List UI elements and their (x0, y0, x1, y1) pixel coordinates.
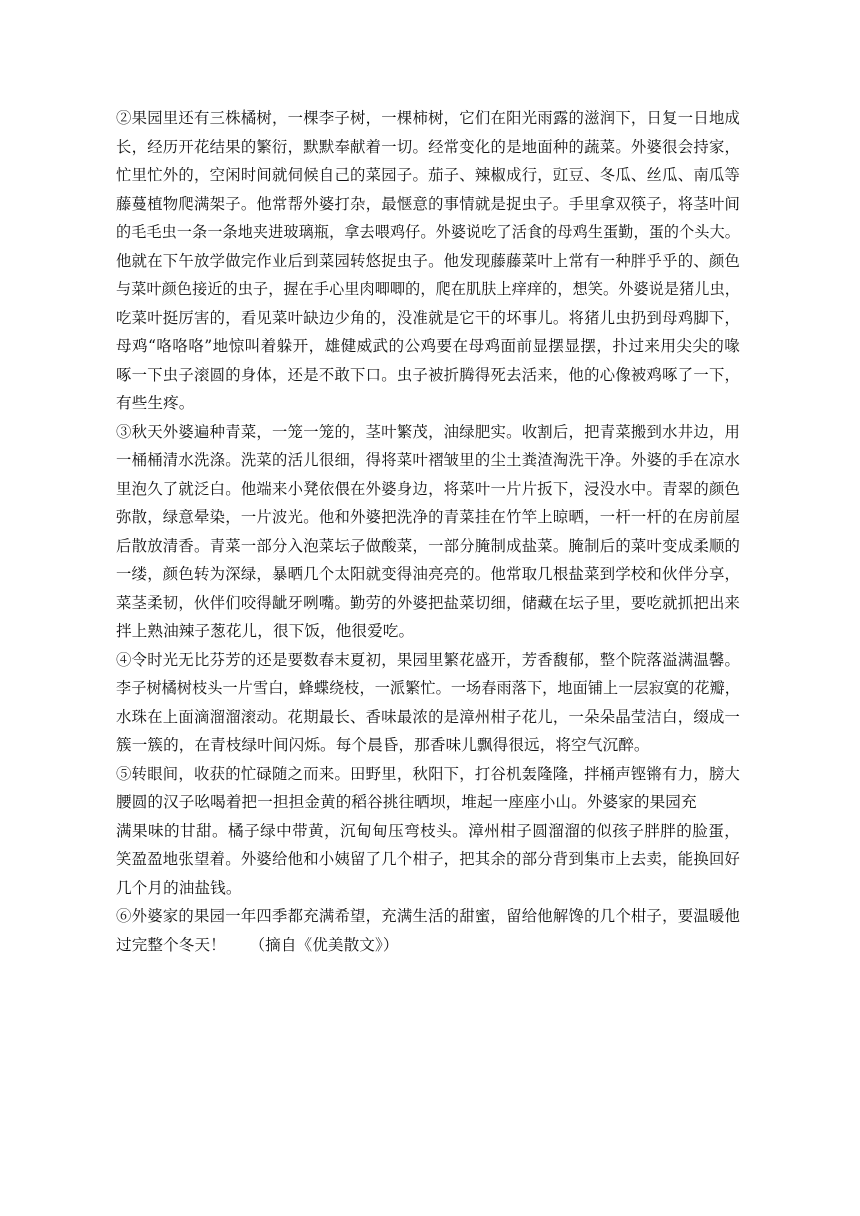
text-line: 水珠在上面滴溜溜滚动。花期最长、香味最浓的是漳州柑子花儿，一朵朵晶莹洁白，缀成一 (116, 707, 740, 726)
text-line: 忙里忙外的，空闲时间就伺候自己的菜园子。茄子、辣椒成行，豇豆、冬瓜、丝瓜、南瓜等 (116, 166, 740, 184)
paragraph-4 (116, 646, 740, 760)
text-line: 与菜叶颜色接近的虫子，握在手心里肉唧唧的，爬在肌肤上痒痒的，想笑。外婆说是猪儿虫， (116, 280, 740, 298)
text-line: 弥散，绿意晕染，一片波光。他和外婆把洗净的青菜挂在竹竿上晾晒，一杆一杆的在房前屋 (116, 508, 740, 526)
text-line: 有些生疼。 (116, 394, 195, 412)
paragraph-6 (116, 902, 740, 959)
text-line: 他就在下午放学做完作业后到菜园转悠捉虫子。他发现藤藤菜叶上常有一种胖乎乎的、颜色 (116, 251, 740, 270)
text-line: 吃菜叶挺厉害的，看见菜叶缺边少角的，没准就是它干的坏事儿。将猪儿虫扔到母鸡脚下， (116, 308, 740, 327)
text-line: 啄一下虫子滚圆的身体，还是不敢下口。虫子被折腾得死去活来，他的心像被鸡啄了一下， (116, 365, 740, 384)
text-line: ③秋天外婆遍种青菜，一笼一笼的，茎叶繁茂，油绿肥实。收割后，把青菜搬到水井边，用 (116, 422, 740, 441)
paragraph-2 (116, 104, 740, 418)
text-line: ②果园里还有三株橘树，一棵李子树，一棵柿树，它们在阳光雨露的滋润下，日复一日地成 (116, 109, 740, 127)
text-line: 后散放清香。青菜一部分入泡菜坛子做酸菜，一部分腌制成盐菜。腌制后的菜叶变成柔顺的 (116, 536, 740, 555)
text-line: 簇一簇的，在青枝绿叶间闪烁。每个晨昏，那香味儿飘得很远，将空气沉醉。 (116, 736, 650, 754)
text-line: 菜茎柔韧，伙伴们咬得龇牙咧嘴。勤劳的外婆把盐菜切细，储藏在坛子里，要吃就抓把出来 (116, 593, 740, 612)
source-citation-line: 过完整个冬天！ （摘自《优美散文》） (116, 935, 399, 954)
text-line: 满果味的甘甜。橘子绿中带黄，沉甸甸压弯枝头。漳州柑子圆溜溜的似孩子胖胖的脸蛋， (116, 821, 740, 840)
text-line: ⑥外婆家的果园一年四季都充满希望，充满生活的甜蜜，留给他解馋的几个柑子，要温暖他 (116, 907, 740, 925)
text-line: 笑盈盈地张望着。外婆给他和小姨留了几个柑子，把其余的部分背到集市上去卖，能换回好 (116, 850, 740, 868)
text-line: ④令时光无比芬芳的还是要数春末夏初，果园里繁花盛开，芳香馥郁，整个院落溢满温馨。 (116, 650, 740, 669)
text-line: 的毛毛虫一条一条地夹进玻璃瓶，拿去喂鸡仔。外婆说吃了活食的母鸡生蛋勤，蛋的个头大。 (116, 223, 740, 241)
document-page (116, 104, 740, 959)
paragraph-3 (116, 418, 740, 646)
text-line: 腰圆的汉子吆喝着把一担担金黄的稻谷挑往晒坝，堆起一座座小山。外婆家的果园充 (116, 793, 697, 811)
text-line: 几个月的油盐钱。 (116, 878, 242, 897)
text-line: 长，经历开花结果的繁衍，默默奉献着一切。经常变化的是地面种的蔬菜。外婆很会持家， (116, 137, 740, 156)
text-line: 母鸡“咯咯咯”地惊叫着躲开，雄健威武的公鸡要在母鸡面前显摆显摆，扑过来用尖尖的喙 (116, 337, 740, 355)
text-line: 里泡久了就泛白。他端来小凳依偎在外婆身边，将菜叶一片片扳下，浸没水中。青翠的颜色 (116, 479, 740, 498)
text-line: ⑤转眼间，收获的忙碌随之而来。田野里，秋阳下，打谷机轰隆隆，拌桶声铿锵有力，膀大 (116, 764, 740, 783)
text-line: 一桶桶清水洗涤。洗菜的活儿很细，得将菜叶褶皱里的尘土粪渣淘洗干净。外婆的手在凉水 (116, 451, 740, 469)
text-line: 藤蔓植物爬满架子。他常帮外婆打杂，最惬意的事情就是捉虫子。手里拿双筷子，将茎叶间 (116, 194, 740, 213)
text-line: 拌上熟油辣子葱花儿，很下饭，他很爱吃。 (116, 622, 415, 640)
text-line: 一缕，颜色转为深绿，暴晒几个太阳就变得油亮亮的。他常取几根盐菜到学校和伙伴分享， (116, 565, 740, 583)
text-line: 李子树橘树枝头一片雪白，蜂蝶绕枝，一派繁忙。一场春雨落下，地面铺上一层寂寞的花瓣， (116, 679, 740, 697)
paragraph-5 (116, 760, 740, 903)
